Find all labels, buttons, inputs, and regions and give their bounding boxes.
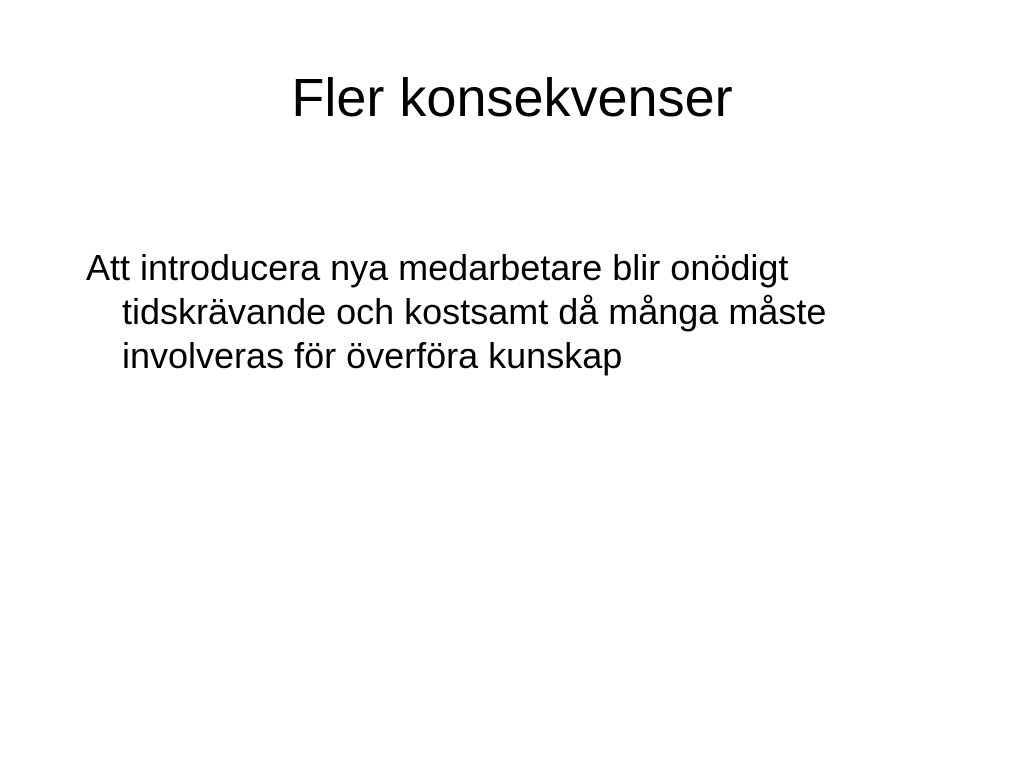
slide-body — [86, 246, 996, 378]
bullet-item: Att introducera nya medarbetare blir onödigt tidskrävande och kostsamt då många måste involveras för överföra kunskap — [86, 247, 827, 376]
slide-title: Fler konsekvenser — [291, 68, 733, 128]
